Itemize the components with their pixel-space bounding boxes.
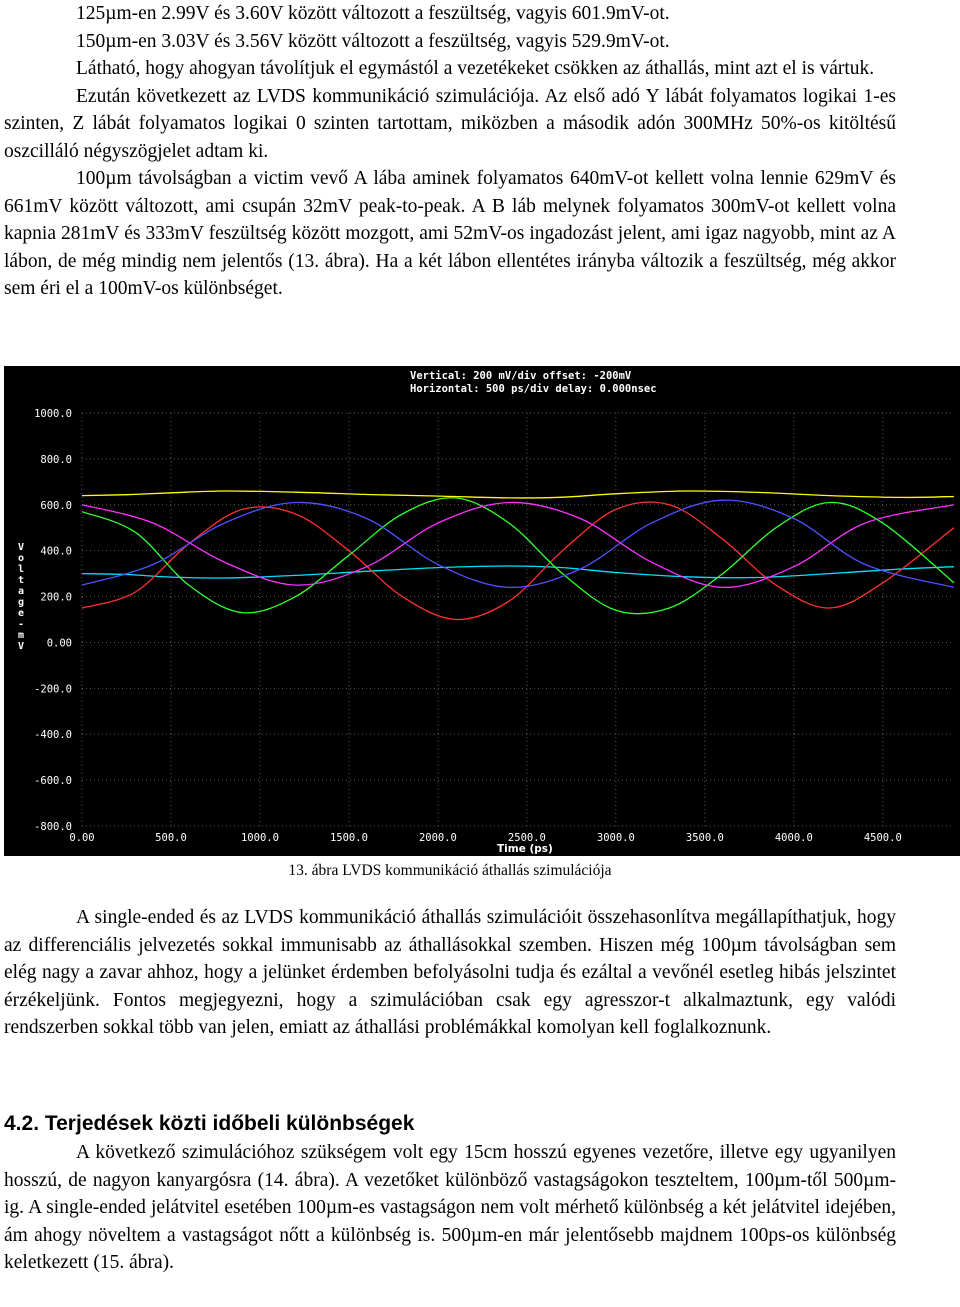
- paragraph-lvds-intro: Ezután következett az LVDS kommunikáció szimulációja. Az első adó Y lábát folyamatos logikai 1-es szinten, Z lábát folyamatos logikai 0 szinten tartottam, miközben a második adón 300MHz 50%-os kitöltésű oszcilláló négyszögjelet adtam ki.: [4, 85, 896, 162]
- y-tick-label: 800.0: [40, 453, 72, 466]
- y-axis-label: V o l t a g e -m V: [18, 542, 25, 652]
- paragraph-comparison: A single-ended és az LVDS kommunikáció áthallás szimulációit összehasonlítva megállapíthatjuk, hogy az differenciális jelvezetés sokkal immunisabb az áthallásokkal szemben. Hiszen még 100µm távolságban sem elég nagy a zavar ahhoz, hogy a jelünket érdemben befolyásolni tudja és ezáltal a vevőnél esetleg hibás jelszintet érzékeljünk. Fontos megjegyezni, hogy a szimulációban csak egy agresszor-t alkalmaztunk, egy valódi rendszerben sokkal több van jelen, emiatt az áthallási problémákkal komolyan kell foglalkoznunk.: [4, 907, 896, 1038]
- plot-background: [4, 366, 960, 856]
- x-tick-label: 3500.0: [685, 832, 724, 844]
- x-tick-label: 4500.0: [863, 832, 902, 844]
- paragraph-lvds-results: 100µm távolságban a victim vevő A lába aminek folyamatos 640mV-ot kellett volna lennie 629mV és 661mV között változott, ami csupán 32mV peak-to-peak. A B láb melynek folyamatos 300mV-ot kellett volna kapnia 281mV és 333mV feszültség között mozgott, ami 52mV-os ingadozást jelent, ami igaz nagyobb, mint az A lábon, de még mindig nem jelentős (13. ábra). Ha a két lábon ellentétes irányba változik a feszültség, még akkor sem éri el a 100mV-os különbséget.: [4, 168, 896, 299]
- oscilloscope-figure: [4, 366, 960, 856]
- paragraph-observation: Látható, hogy ahogyan távolítjuk el egymástól a vezetékeket csökken az áthallás, mint azt el is vártuk.: [76, 58, 875, 79]
- top-text-block: [4, 0, 896, 303]
- x-tick-label: 3000.0: [596, 832, 635, 844]
- y-tick-label: 600.0: [40, 499, 72, 512]
- section-heading: 4.2. Terjedések közti időbeli különbségek: [4, 1112, 415, 1135]
- x-tick-label: 1000.0: [240, 832, 279, 844]
- y-tick-label: 0.00: [46, 637, 72, 650]
- figure-caption: 13. ábra LVDS kommunikáció áthallás szimulációja: [288, 862, 612, 879]
- x-tick-label: 2000.0: [418, 832, 457, 844]
- comparison-text-block: [4, 904, 896, 1042]
- oscilloscope-plot: [4, 366, 960, 856]
- y-tick-label: 400.0: [40, 545, 72, 558]
- y-tick-label: 200.0: [40, 591, 72, 604]
- y-tick-label: -400.0: [34, 729, 72, 742]
- propagation-text-block: [4, 1139, 896, 1277]
- x-tick-label: 0.00: [69, 832, 95, 844]
- x-tick-label: 4000.0: [774, 832, 813, 844]
- paragraph-125um: 125µm-en 2.99V és 3.60V között változott a feszültség, vagyis 601.9mV-ot.: [76, 3, 670, 24]
- y-tick-label: -600.0: [34, 775, 72, 788]
- y-tick-label: -200.0: [34, 683, 72, 696]
- x-tick-label: 1500.0: [329, 832, 368, 844]
- paragraph-150um: 150µm-en 3.03V és 3.56V között változott a feszültség, vagyis 529.9mV-ot.: [76, 30, 670, 52]
- x-axis-label: Time (ps): [497, 843, 553, 855]
- header-vertical: Vertical: 200 mV/div offset: -200mV: [410, 370, 632, 382]
- header-horizontal: Horizontal: 500 ps/div delay: 0.000nsec: [410, 383, 657, 395]
- x-tick-label: 500.0: [155, 832, 187, 844]
- paragraph-propagation: A következő szimulációhoz szükségem volt egy 15cm hosszú egyenes vezetőre, illetve egy ugyanilyen hosszú, de nagyon kanyargósra (14. ábra). A vezetőket különböző vastagságokon teszteltem, 100µm-től 500µm-ig. A single-ended jelátvitel esetében 100µm-es vastagságon nem volt mérhető különbség a két jelátvitel idejében, ám ahogy növeltem a vastagságot nőtt a különbség is. 500µm-en már jelentősebb majdnem 100ps-os különbség keletkezett (15. ábra).: [4, 1142, 896, 1273]
- y-tick-label: 1000.0: [34, 408, 72, 420]
- x-tick-label: 2500.0: [507, 832, 546, 844]
- y-tick-label: -800.0: [34, 821, 72, 833]
